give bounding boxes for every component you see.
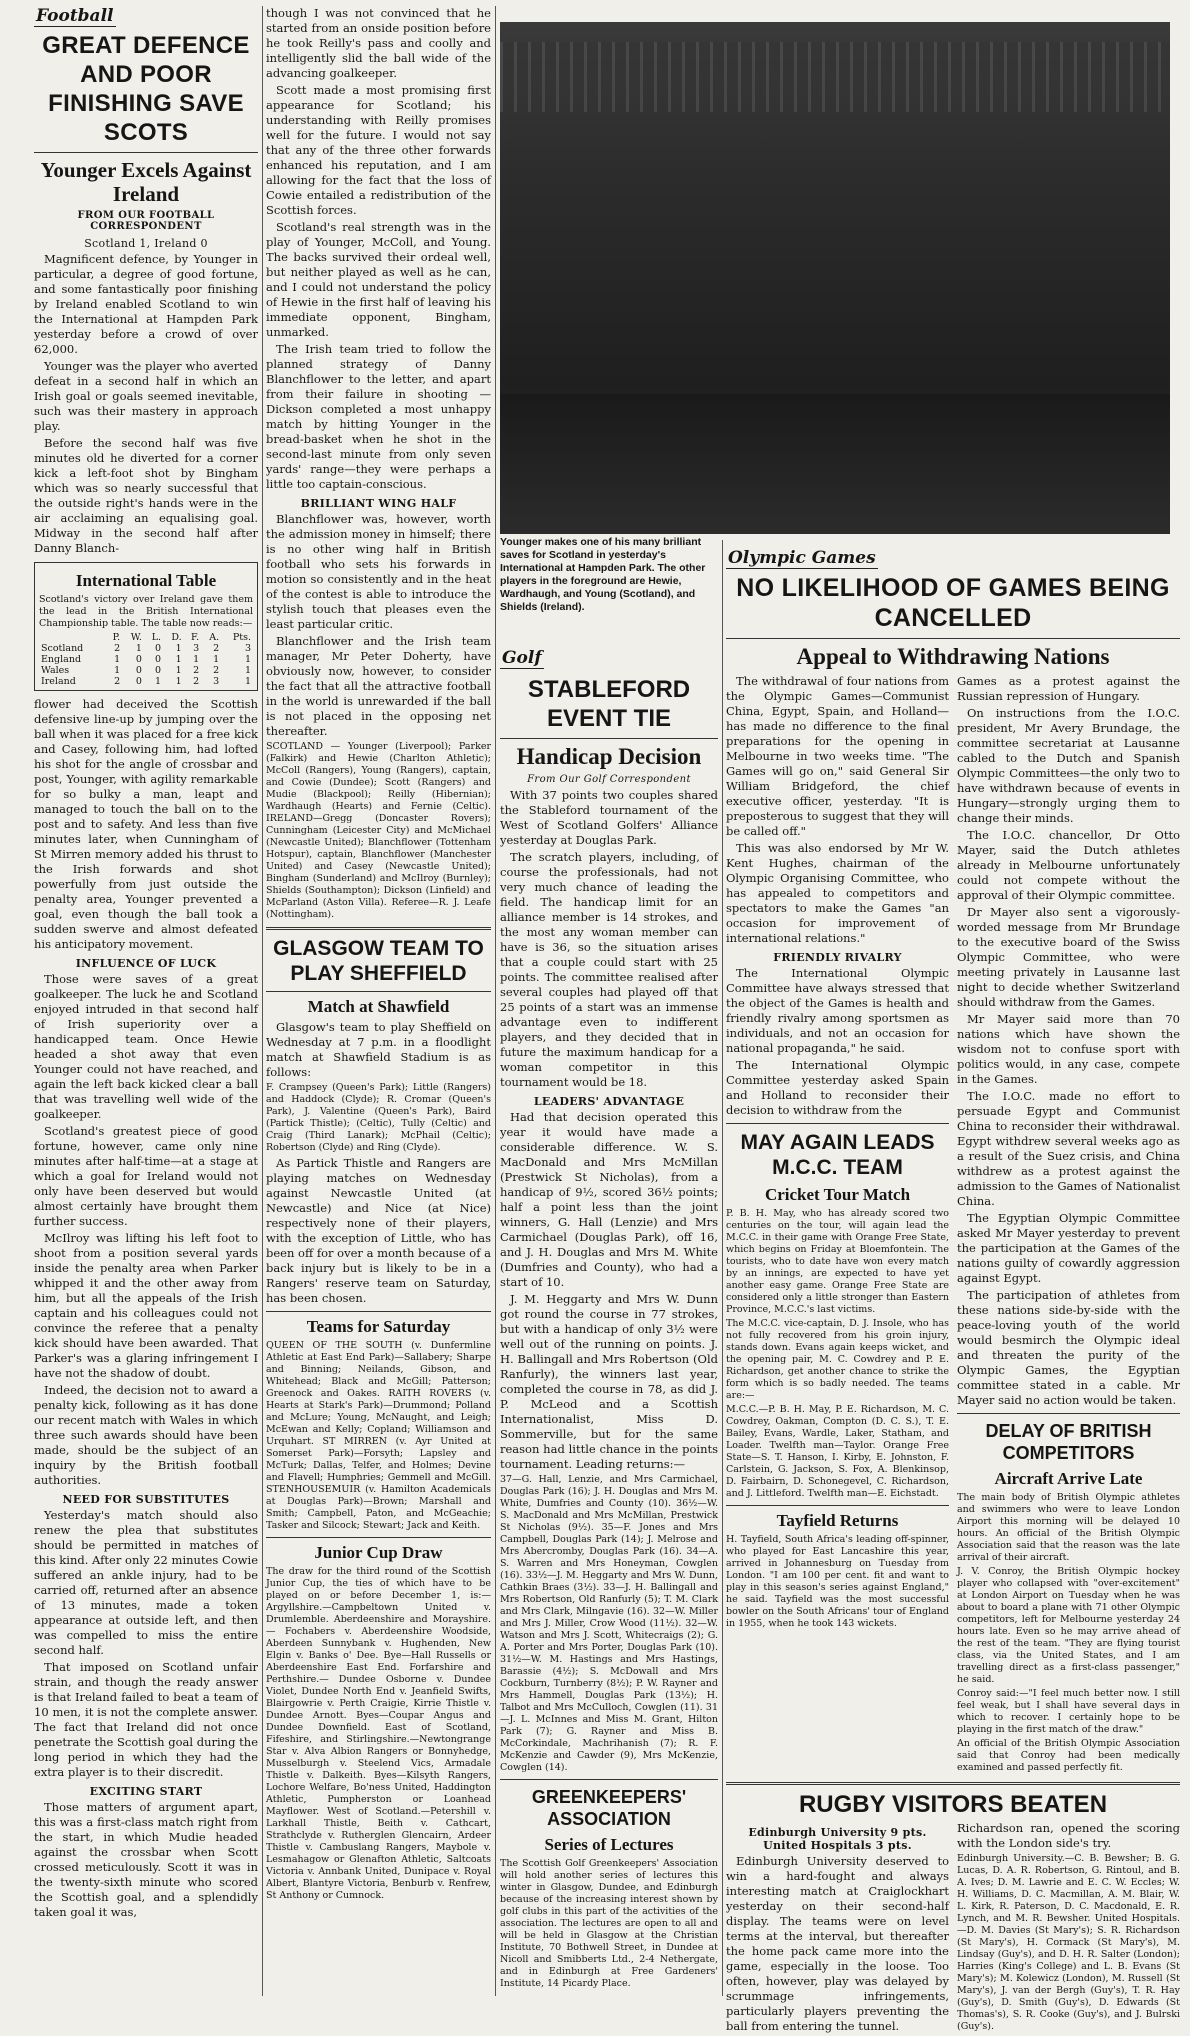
article-paragraph: Magnificent defence, by Younger in particular, a degree of good fortune, and some fantastically poor finishing by Ireland enabled Scotland to win the International at Hampden Park yesterday before a crowd of over 62,000. bbox=[34, 252, 258, 356]
article-paragraph: Before the second half was five minutes old he diverted for a corner kick a left-foot shot by Bingham which was so nearly successful that the outside right's hands were in the air acclaiming an equalising goal. Midway in the second half after Danny Blanch- bbox=[34, 436, 258, 555]
article-paragraph: The International Olympic Committee yesterday asked Spain and Holland to reconsider their decision to withdraw from the bbox=[726, 1058, 949, 1117]
article-paragraph: Those matters of argument apart, this was a first-class match right from the start, in which Mudie headed against the crossbar when Scott crossed meticulously. Scott it was in the twenty-sixth minute who scored the Scottish goal, and a splendidly taken goal it was, bbox=[34, 1800, 258, 1919]
olympic-column bbox=[726, 548, 1180, 2033]
table-title: International Table bbox=[75, 571, 217, 590]
team-lineups: F. Crampsey (Queen's Park); Little (Rangers) and Haddock (Clyde); R. Cromar (Queen's Park), J. Valentine (Queen's Park), Baird (Partick Thistle); (Celtic), Tully (Celtic) and Craig (Third Lanark); McPhail (Celtic); Robertson (Clyde) and Ring (Clyde). bbox=[266, 1082, 491, 1153]
article-paragraph: The International Olympic Committee have always stressed that the object of the Games is health and friendly rivalry among sportsmen as individuals, and not an occasion for national propaganda," he said. bbox=[726, 966, 949, 1055]
rugby-right-column bbox=[957, 1821, 1180, 2036]
article-paragraph: Younger was the player who averted defeat in a second half in which an Irish goal or goals seemed inevitable, such was their mastery in approach play. bbox=[34, 359, 258, 433]
article-paragraph: Dr Mayer also sent a vigorously-worded message from Mr Brundage to the executive board of the Swiss Olympic Committee, who were meeting privately in Lausanne last night to decide whether Switzerland should withdraw from the Games. bbox=[957, 905, 1180, 1009]
rugby-score: Edinburgh University 9 pts. United Hospitals 3 pts. bbox=[748, 1826, 927, 1852]
article-paragraph: Glasgow's team to play Sheffield on Wednesday at 7 p.m. in a floodlight match at Shawfield Stadium is as follows: bbox=[266, 1020, 491, 1079]
article-paragraph: Scotland's greatest piece of good fortune, however, came only nine minutes after half-time—at a stage at which a goal for Ireland would not only have been deserved but would almost certainly have brought them further success. bbox=[34, 1124, 258, 1228]
crosshead: INFLUENCE OF LUCK bbox=[75, 957, 217, 970]
golf-column bbox=[500, 648, 718, 1990]
column-rule bbox=[495, 6, 496, 1996]
football-column-2 bbox=[266, 6, 491, 1996]
article-paragraph: Richardson ran, opened the scoring with the London side's try. bbox=[957, 1821, 1180, 1850]
photo-stand bbox=[500, 42, 1170, 112]
article-paragraph: The main body of British Olympic athletes and swimmers who were to leave London Airport this morning will be delayed 10 hours. An official of the British Olympic Association said that the reason was the late arrival of their aircraft. bbox=[957, 1492, 1180, 1563]
olympic-headline: NO LIKELIHOOD OF GAMES BEING CANCELLED bbox=[736, 574, 1170, 632]
delay-subheadline: Aircraft Arrive Late bbox=[994, 1469, 1143, 1488]
main-headline: GREAT DEFENCE AND POOR FINISHING SAVE SCOTS bbox=[42, 32, 250, 146]
mcc-headline: MAY AGAIN LEADS M.C.C. TEAM bbox=[740, 1131, 935, 1179]
crosshead: EXCITING START bbox=[89, 1785, 203, 1798]
article-paragraph: though I was not convinced that he started from an onside position before he took Reilly's pass and coolly and intelligently slid the ball wide of the advancing goalkeeper. bbox=[266, 6, 491, 80]
team-lineups: M.C.C.—P. B. H. May, P. E. Richardson, M. C. Cowdrey, Oakman, Compton (D. C. S.), T. E. Bailey, Evans, Wardle, Laker, Statham, and Loader. Twelfth man—Taylor. Orange Free State—S. T. Hanson, I. Kirby, E. Johnston, F. Carlstein, G. Jackson, S. Fox, A. Blenkinsop, D. Fairbairn, D. Schonegevel, C. Richardson, and J. Littleford. Twelfth man—E. Eichstadt. bbox=[726, 1404, 949, 1499]
photo-pitch bbox=[500, 394, 1170, 534]
table-header-row: P. W. L. D. F. A. Pts. bbox=[112, 632, 251, 643]
article-paragraph: H. Tayfield, South Africa's leading off-spinner, who played for East Lancashire this year, arrived in Johannesburg on Tuesday from London. "I am 100 per cent. fit and want to play in this season's series against England," he said. Tayfield was the most successful bowler on the South Africans' tour of England in 1955, when he took 143 wickets. bbox=[726, 1534, 949, 1629]
leading-returns: 37—G. Hall, Lenzie, and Mrs Carmichael, Douglas Park (16); J. H. Douglas and Mrs M. White, Dumfries and County (10). 36½—W. S. MacDonald and Mrs McMillan, Prestwick St Nicholas (9½). 35—F. Jones and Mrs Campbell, Douglas Park (14); J. Melrose and Mrs Abercromby, Douglas Park (16). 34—A. S. Warren and Mrs Honeyman, Cowglen (16). 33½—J. M. Heggarty and Mrs W. Dunn, Cathkin Braes (3½). 33—J. H. Ballingall and Mrs Robertson, Old Ranfurly (5); T. M. Clark and Mrs Clark, Milngavie (16). 32—W. Miller and Mrs J. Miller, Crow Wood (11½). 32—W. Watson and Mrs J. Scott, Whitecraigs (2); G. A. Porter and Mrs Porter, Douglas Park (10). 31½—W. M. Hastings and Mrs Hastings, Barassie (4½); S. McDowall and Mrs Cockburn, Turnberry (8½); P. W. Rayner and Mrs Hammell, Douglas Park (13½); H. Talbot and Mrs McCulloch, Cowglen (11). 31—J. L. McInnes and Miss M. Grant, Hilton Park (7); G. Rayner and Miss B. McCorkindale, Machrihanish (7); R. F. McKenzie and Cawder (9), Mrs McKenzie, Cowglen (14). bbox=[500, 1474, 718, 1773]
article-paragraph: P. B. H. May, who has already scored two centuries on the tour, will again lead the M.C.C. in their game with Orange Free State, which begins on Friday at Bloemfontein. The tourists, who to date have won every match by an innings, are expected to have yet another easy game. Orange Free State are considered only a little stronger than Eastern Province, M.C.C.'s last victims. bbox=[726, 1208, 949, 1315]
article-paragraph: The Irish team tried to follow the planned strategy of Danny Blanchflower to the letter, and apart from their failure in shooting —Dickson completed a most unhappy match by hitting Younger in the bread-basket when he shot in the second-last minute from only seven yards' range—they were perhaps a little too captain-conscious. bbox=[266, 342, 491, 491]
article-paragraph: Scott made a most promising first appearance for Scotland; his understanding with Reilly promises well for the future. I would not say that any of the three other forwards enhanced his reputation, and I am allowing for the fact that the loss of Cowie entailed a redistribution of the Scottish forces. bbox=[266, 83, 491, 217]
article-paragraph: flower had deceived the Scottish defensive line-up by jumping over the ball when it was placed for a free kick and Casey, following him, had lofted his shot for the angle of crossbar and post, Younger, with agility remarkable for so bulky a man, leapt and managed to touch the ball on to the post and to safety. And less than five minutes later, when Cunningham of St Mirren memory added his thrust to the Irish forwards and shot powerfully from just outside the penalty area, Younger prevented a goal, even though the ball took a sudden swerve and almost defeated his anticipatory movement. bbox=[34, 697, 258, 951]
article-paragraph: J. V. Conroy, the British Olympic hockey player who collapsed with "over-excitement" at London Airport on Tuesday when he was about to board a plane with 71 other Olympic competitors, left for Melbourne yesterday 24 hours late. Even so he may arrive ahead of the rest of the team. "They are flying tourist class, via the United States, and I am travelling direct as a first-class passenger," he said. bbox=[957, 1566, 1180, 1685]
table-note: Scotland's victory over Ireland gave them the lead in the British International Championship table. The table now reads:— bbox=[39, 594, 253, 629]
subheadline: Younger Excels Against Ireland bbox=[40, 158, 252, 206]
league-table-box bbox=[34, 562, 258, 691]
saturday-headline: Teams for Saturday bbox=[306, 1317, 451, 1336]
article-paragraph: The I.O.C. made no effort to persuade Egypt and Communist China to reconsider their withdrawal. Egypt withdrew several weeks ago as a result of the Suez crisis, and China withdrew as a protest against the admission to the Games of Nationalist China. bbox=[957, 1089, 1180, 1208]
greenkeepers-headline: GREENKEEPERS' ASSOCIATION bbox=[531, 1787, 687, 1829]
rugby-body bbox=[726, 1821, 1180, 2036]
team-lineups: Edinburgh University.—C. B. Bewsher; B. G. Lucas, D. A. R. Robertson, G. Rintoul, and B. A. Ives; D. M. Lawrie and E. C. W. Eccles; W. H. Williams, D. C. Macmillan, A. M. Blair, W. L. Kirk, R. Paterson, D. C. Macdonald, E. R. Lynch, and M. R. Bewsher. United Hospitals.—D. M. Davies (St Mary's); S. R. Richardson (St Mary's), H. Cormack (St Mary's), M. Lindsay (Guy's), and D. H. R. Salter (London); Harries (King's College) and L. B. Evans (St Mary's); M. Kolewicz (London), M. Russell (St Mary's), J. van der Bergh (Guy's), T. R. Hay (Guy's), D. Smith (Guy's), D. Edwards (St Thomas's), S. R. Cooke (Guy's), and J. Bulrski (Guy's). bbox=[957, 1853, 1180, 2032]
article-paragraph: With 37 points two couples shared the Stableford tournament of the West of Scotland Golfers' Alliance yesterday at Douglas Park. bbox=[500, 788, 718, 847]
section-label: Olympic Games bbox=[728, 548, 876, 568]
glasgow-headline: GLASGOW TEAM TO PLAY SHEFFIELD bbox=[273, 937, 484, 985]
article-paragraph: Had that decision operated this year it would have made a considerable difference. W. S. MacDonald and Mrs McMillan (Prestwick St Nicholas), from a handicap of 9½, scored 36½ points; half a point less than the joint winners, G. Hall (Lenzie) and Mrs Carmichael (Douglas Park), off 16, and J. H. Douglas and Mrs M. White (Dumfries and County), who had a start of 10. bbox=[500, 1110, 718, 1289]
byline: FROM OUR FOOTBALL CORRESPONDENT bbox=[77, 210, 215, 232]
cup-draw: The draw for the third round of the Scottish Junior Cup, the ties of which have to be played on or before December 1, is:— Argyllshire.—Campbeltown United v. Drumlemble. Aberdeenshire and Morayshire.— Fochabers v. Aberdeenshire Woodside, Aberdeen Sunnybank v. Hughenden, New Elgin v. Banks o' Dee. Bye—Hall Russells or Aberdeenshire East End. Forfarshire and Perthshire.— Dundee Osborne v. Dundee Violet, Dundee North End v. Jeanfield Swifts, Blairgowrie v. Perth Craigie, Kirrie Thistle v. Dundee Arnott. Byes—Coupar Angus and Dundee Downfield. East of Scotland, Fifeshire, and Stirlingshire.—Newtongrange Star v. Alva Albion Rangers or Bonnyhedge, Musselburgh v. Steelend Vics, Armadale Thistle v. Dalkeith. Byes—Kilsyth Rangers, Lochore Welfare, Bo'ness United, Haddington Athletic, Pumpherston or Loanhead Mayflower. West of Scotland.—Petershill v. Larkhall Thistle, Beith v. Cathcart, Strathclyde v. Rutherglen Glencairn, Ardeer Thistle v. Cambuslang Rangers, Maybole v. Lesmahagow or Glenafton Athletic, Saltcoats Victoria v. Annbank United, Dunipace v. Royal Albert, Blantyre Victoria, Benburb v. Renfrew, St Anthony or Cumnock. bbox=[266, 1566, 491, 1901]
olympic-subheadline: Appeal to Withdrawing Nations bbox=[796, 644, 1110, 669]
crosshead: BRILLIANT WING HALF bbox=[300, 497, 457, 510]
article-paragraph: An official of the British Olympic Association said that Conroy had been medically examined and passed perfectly fit. bbox=[957, 1738, 1180, 1773]
article-paragraph: As Partick Thistle and Rangers are playing matches on Wednesday against Newcastle United (at Newcastle) and Nice (at Nice) respectively none of their players, with the exception of Little, who has been off for over a month because of a back injury but is likely to be in a Rangers' reserve team on Saturday, has been chosen. bbox=[266, 1156, 491, 1305]
team-lineups: SCOTLAND — Younger (Liverpool); Parker (Falkirk) and Hewie (Charlton Athletic); McColl (Rangers), Young (Rangers), captain, and Cowie (Dundee); Scott (Rangers) and Mudie (Blackpool); Reilly (Hibernian); Wardhaugh (Hearts) and Fernie (Celtic). IRELAND—Gregg (Doncaster Rovers); Cunningham (Leicester City) and McMichael (Newcastle United); Blanchflower (Tottenham Hotspur), captain, Blanchflower (Manchester United) and Casey (Newcastle United); Bingham (Sunderland) and McIlroy (Burnley); Shields (Southampton); Dickson (Linfield) and McParland (Aston Villa). Referee—R. J. Leafe (Nottingham). bbox=[266, 741, 491, 920]
article-paragraph: McIlroy was lifting his left foot to shoot from a position several yards inside the penalty area when Parker whipped it and the other away from him, but all the appeals of the Irish captain and his colleagues could not convince the referee that a penalty kick should have been awarded. That Parker's was a glaring infringement I have not the shadow of doubt. bbox=[34, 1231, 258, 1380]
golf-subheadline: Handicap Decision bbox=[516, 744, 702, 769]
table-row: Ireland 2 0 1 1 2 3 1 bbox=[41, 676, 251, 687]
column-rule bbox=[722, 540, 723, 1996]
junior-cup-headline: Junior Cup Draw bbox=[314, 1543, 443, 1562]
article-paragraph: The Scottish Golf Greenkeepers' Association will hold another series of lectures this winter in Glasgow, Dundee, and Edinburgh because of the increasing interest shown by golf clubs in this part of the activities of the association. The lectures are open to all and will be held in Glasgow at the Christian Institute, 70 Bothwell Street, in Dundee at Nicoll and Smibberts Ltd., 2-4 Nethergate, and in Edinburgh at Free Gardeners' Institute, 14 Picardy Place. bbox=[500, 1858, 718, 1989]
golf-headline: STABLEFORD EVENT TIE bbox=[527, 676, 691, 732]
article-paragraph: The M.C.C. vice-captain, D. J. Insole, who has not fully recovered from his groin injury, stands down. Evans again keeps wicket, and the opening pair, M. C. Cowdrey and P. E. Richardson, get another chance to strike the form which is so badly needed. The teams are:— bbox=[726, 1318, 949, 1401]
table-row: England 1 0 0 1 1 1 1 bbox=[41, 654, 251, 665]
article-paragraph: Blanchflower was, however, worth the admission money in himself; there is no other wing half in British football who sets his forwards in motion so consistently and in the heat of the contest is able to introduce the stylish touch that pleases even the least particular critic. bbox=[266, 512, 491, 631]
delay-headline: DELAY OF BRITISH COMPETITORS bbox=[985, 1421, 1152, 1463]
byline: From Our Golf Correspondent bbox=[527, 774, 691, 785]
article-paragraph: Edinburgh University deserved to win a hard-fought and always interesting match at Craiglockhart yesterday on their second-half display. The teams were on level terms at the interval, but thereafter the home pack came more into the game, especially in the loose. Too often, however, play was delayed by scrummage infringements, particularly players preventing the ball from entering the tunnel. bbox=[726, 1854, 949, 2033]
table-row: Wales 1 0 0 1 2 2 1 bbox=[41, 665, 251, 676]
article-paragraph: Games as a protest against the Russian repression of Hungary. bbox=[957, 674, 1180, 703]
crosshead: NEED FOR SUBSTITUTES bbox=[62, 1493, 230, 1506]
article-paragraph: Mr Mayer said more than 70 nations which have shown the wisdom not to confuse sport with politics would, in any case, compete in the Games. bbox=[957, 1012, 1180, 1086]
article-paragraph: The Egyptian Olympic Committee asked Mr Mayer yesterday to prevent the participation at the Games of the nations guilty of cowardly aggression against Egypt. bbox=[957, 1211, 1180, 1285]
section-label: Golf bbox=[502, 648, 542, 668]
team-lineups: QUEEN OF THE SOUTH (v. Dunfermline Athletic at East End Park)—Sallabery; Sharpe and Binning; Neilands, Gibson, and Whitehead; Black and McGill; Patterson; Greenock and Oakes. RAITH ROVERS (v. Hearts at Stark's Park)—Drummond; Polland and McLure; Young, McNaught, and Leigh; McEwan and Kelly; Copland; Williamson and Urquhart. ST MIRREN (v. Ayr United at Somerset Park)—Forsyth; Lapsley and McTurk; Dallas, Telfer, and Holmes; Devine and Flavell; Humphries; Gemmell and McGill. STENHOUSEMUIR (v. Hamilton Academicals at Douglas Park)—Brown; Marshall and Smith; Campbell, Paton, and McGeachie; Tasker and Silcock; Stewart; Jack and Keith. bbox=[266, 1340, 491, 1531]
olympic-left-column bbox=[726, 674, 949, 1776]
section-label: Football bbox=[36, 6, 114, 26]
score-line: Scotland 1, Ireland 0 bbox=[84, 237, 208, 250]
league-table bbox=[39, 632, 253, 687]
article-paragraph: This was also endorsed by Mr W. Kent Hughes, chairman of the Olympic Organising Committee, who has appealed to competitors and spectators to make the Games "an occasion for improvement of international relations." bbox=[726, 841, 949, 945]
crosshead: FRIENDLY RIVALRY bbox=[773, 951, 902, 964]
rugby-left-column bbox=[726, 1821, 949, 2036]
article-paragraph: The scratch players, including, of course the professionals, had not very much chance of leading the field. The handicap limit for an alliance member is 14 strokes, and the most any woman member can have is 36, so the situation arises that a couple could start with 25 points. The committee realised after several couples had played off that 25 points of a start was an immense advantage even to indifferent players, and they decided that in future the maximum handicap for a woman competitor in this tournament would be 18. bbox=[500, 850, 718, 1089]
olympic-right-column bbox=[957, 674, 1180, 1776]
column-rule bbox=[262, 6, 263, 1996]
article-paragraph: The I.O.C. chancellor, Dr Otto Mayer, said the Dutch athletes already in Melbourne unfortunately could not compete without the approval of their Olympic committee. bbox=[957, 828, 1180, 902]
photo-caption: Younger makes one of his many brilliant saves for Scotland in yesterday's International at Hampden Park. The other players in the foreground are Hewie, Wardhaugh, and Young (Scotland), and Shields (Ireland). bbox=[500, 536, 706, 613]
article-paragraph: The withdrawal of four nations from the Olympic Games—Communist China, Egypt, Spain, and Holland—has made no difference to the final preparations for the opening in Melbourne in two weeks time. "The Games will go on," said General Sir William Bridgeford, the chief executive officer, yesterday. "It is preposterous to suggest that they will be called off." bbox=[726, 674, 949, 838]
tayfield-headline: Tayfield Returns bbox=[776, 1511, 899, 1530]
mcc-subheadline: Cricket Tour Match bbox=[764, 1185, 911, 1204]
olympic-body bbox=[726, 674, 1180, 1776]
article-paragraph: Those were saves of a great goalkeeper. The luck he and Scotland enjoyed intruded in that second half of Irish superiority over a handicapped team. Once Hewie headed a shot away that even Younger could not have reached, and again the left back kicked clear a ball that was travelling well wide of the goalkeeper. bbox=[34, 972, 258, 1121]
crosshead: LEADERS' ADVANTAGE bbox=[533, 1095, 685, 1108]
greenkeepers-subheadline: Series of Lectures bbox=[544, 1835, 674, 1854]
match-photo bbox=[500, 22, 1170, 534]
glasgow-subheadline: Match at Shawfield bbox=[307, 997, 450, 1016]
article-paragraph: That imposed on Scotland unfair strain, and though the ready answer is that Ireland failed to beat a team of 10 men, it is not the complete answer. The fact that Ireland did not once penetrate the Scottish goal during the long period in which they had the extra player is to their discredit. bbox=[34, 1660, 258, 1779]
article-paragraph: On instructions from the I.O.C. president, Mr Avery Brundage, the committee secretariat at Lausanne cabled to the Dutch and Spanish Olympic Committees—the only two to have withdrawn because of events in Hungary—strongly urging them to change their minds. bbox=[957, 706, 1180, 825]
article-paragraph: Conroy said:—"I feel much better now. I still feel weak, but I shall have several days in which to recover. I certainly hope to be playing in the first match of the draw." bbox=[957, 1688, 1180, 1735]
football-column-1 bbox=[34, 6, 258, 1996]
article-paragraph: Blanchflower and the Irish team manager, Mr Peter Doherty, have obviously now, however, to consider the fact that all the attractive football in the world is unrewarded if the ball is not placed in the opposing net thereafter. bbox=[266, 634, 491, 738]
table-row: Scotland 2 1 0 1 3 2 3 bbox=[41, 643, 251, 654]
article-paragraph: J. M. Heggarty and Mrs W. Dunn got round the course in 77 strokes, but with a handicap of only 3½ were well out of the running on points. J. H. Ballingall and Mrs Robertson (Old Ranfurly), the winners last year, completed the course in 78, as did J. P. McLeod and a Scottish Internationalist, Miss D. Sommerville, but for the same reason had little chance in the points tournament. Leading returns:— bbox=[500, 1292, 718, 1471]
article-paragraph: The participation of athletes from these nations side-by-side with the peace-loving youth of the world would besmirch the Olympic ideal and threaten the purity of the Olympic Games, the Egyptian committee stated in a cable. Mr Mayer said no action would be taken. bbox=[957, 1288, 1180, 1407]
article-paragraph: Yesterday's match should also renew the plea that substitutes should be permitted in matches of this kind. After only 22 minutes Cowie suffered an ankle injury, had to be carried off, returned after an absence of 13 minutes, made a token appearance at outside left, and then was compelled to miss the entire second half. bbox=[34, 1508, 258, 1657]
rugby-headline: RUGBY VISITORS BEATEN bbox=[798, 1791, 1108, 1818]
article-paragraph: Scotland's real strength was in the play of Younger, McColl, and Young. The backs survived their ordeal well, but neither played as well as he can, and I could not understand the policy of Hewie in the first half of leaving his immediate opponent, Bingham, unmarked. bbox=[266, 220, 491, 339]
article-paragraph: Indeed, the decision not to award a penalty kick, following as it has done our recent match with Wales in which three such awards should have been made, should be the subject of an inquiry by the British football authorities. bbox=[34, 1383, 258, 1487]
